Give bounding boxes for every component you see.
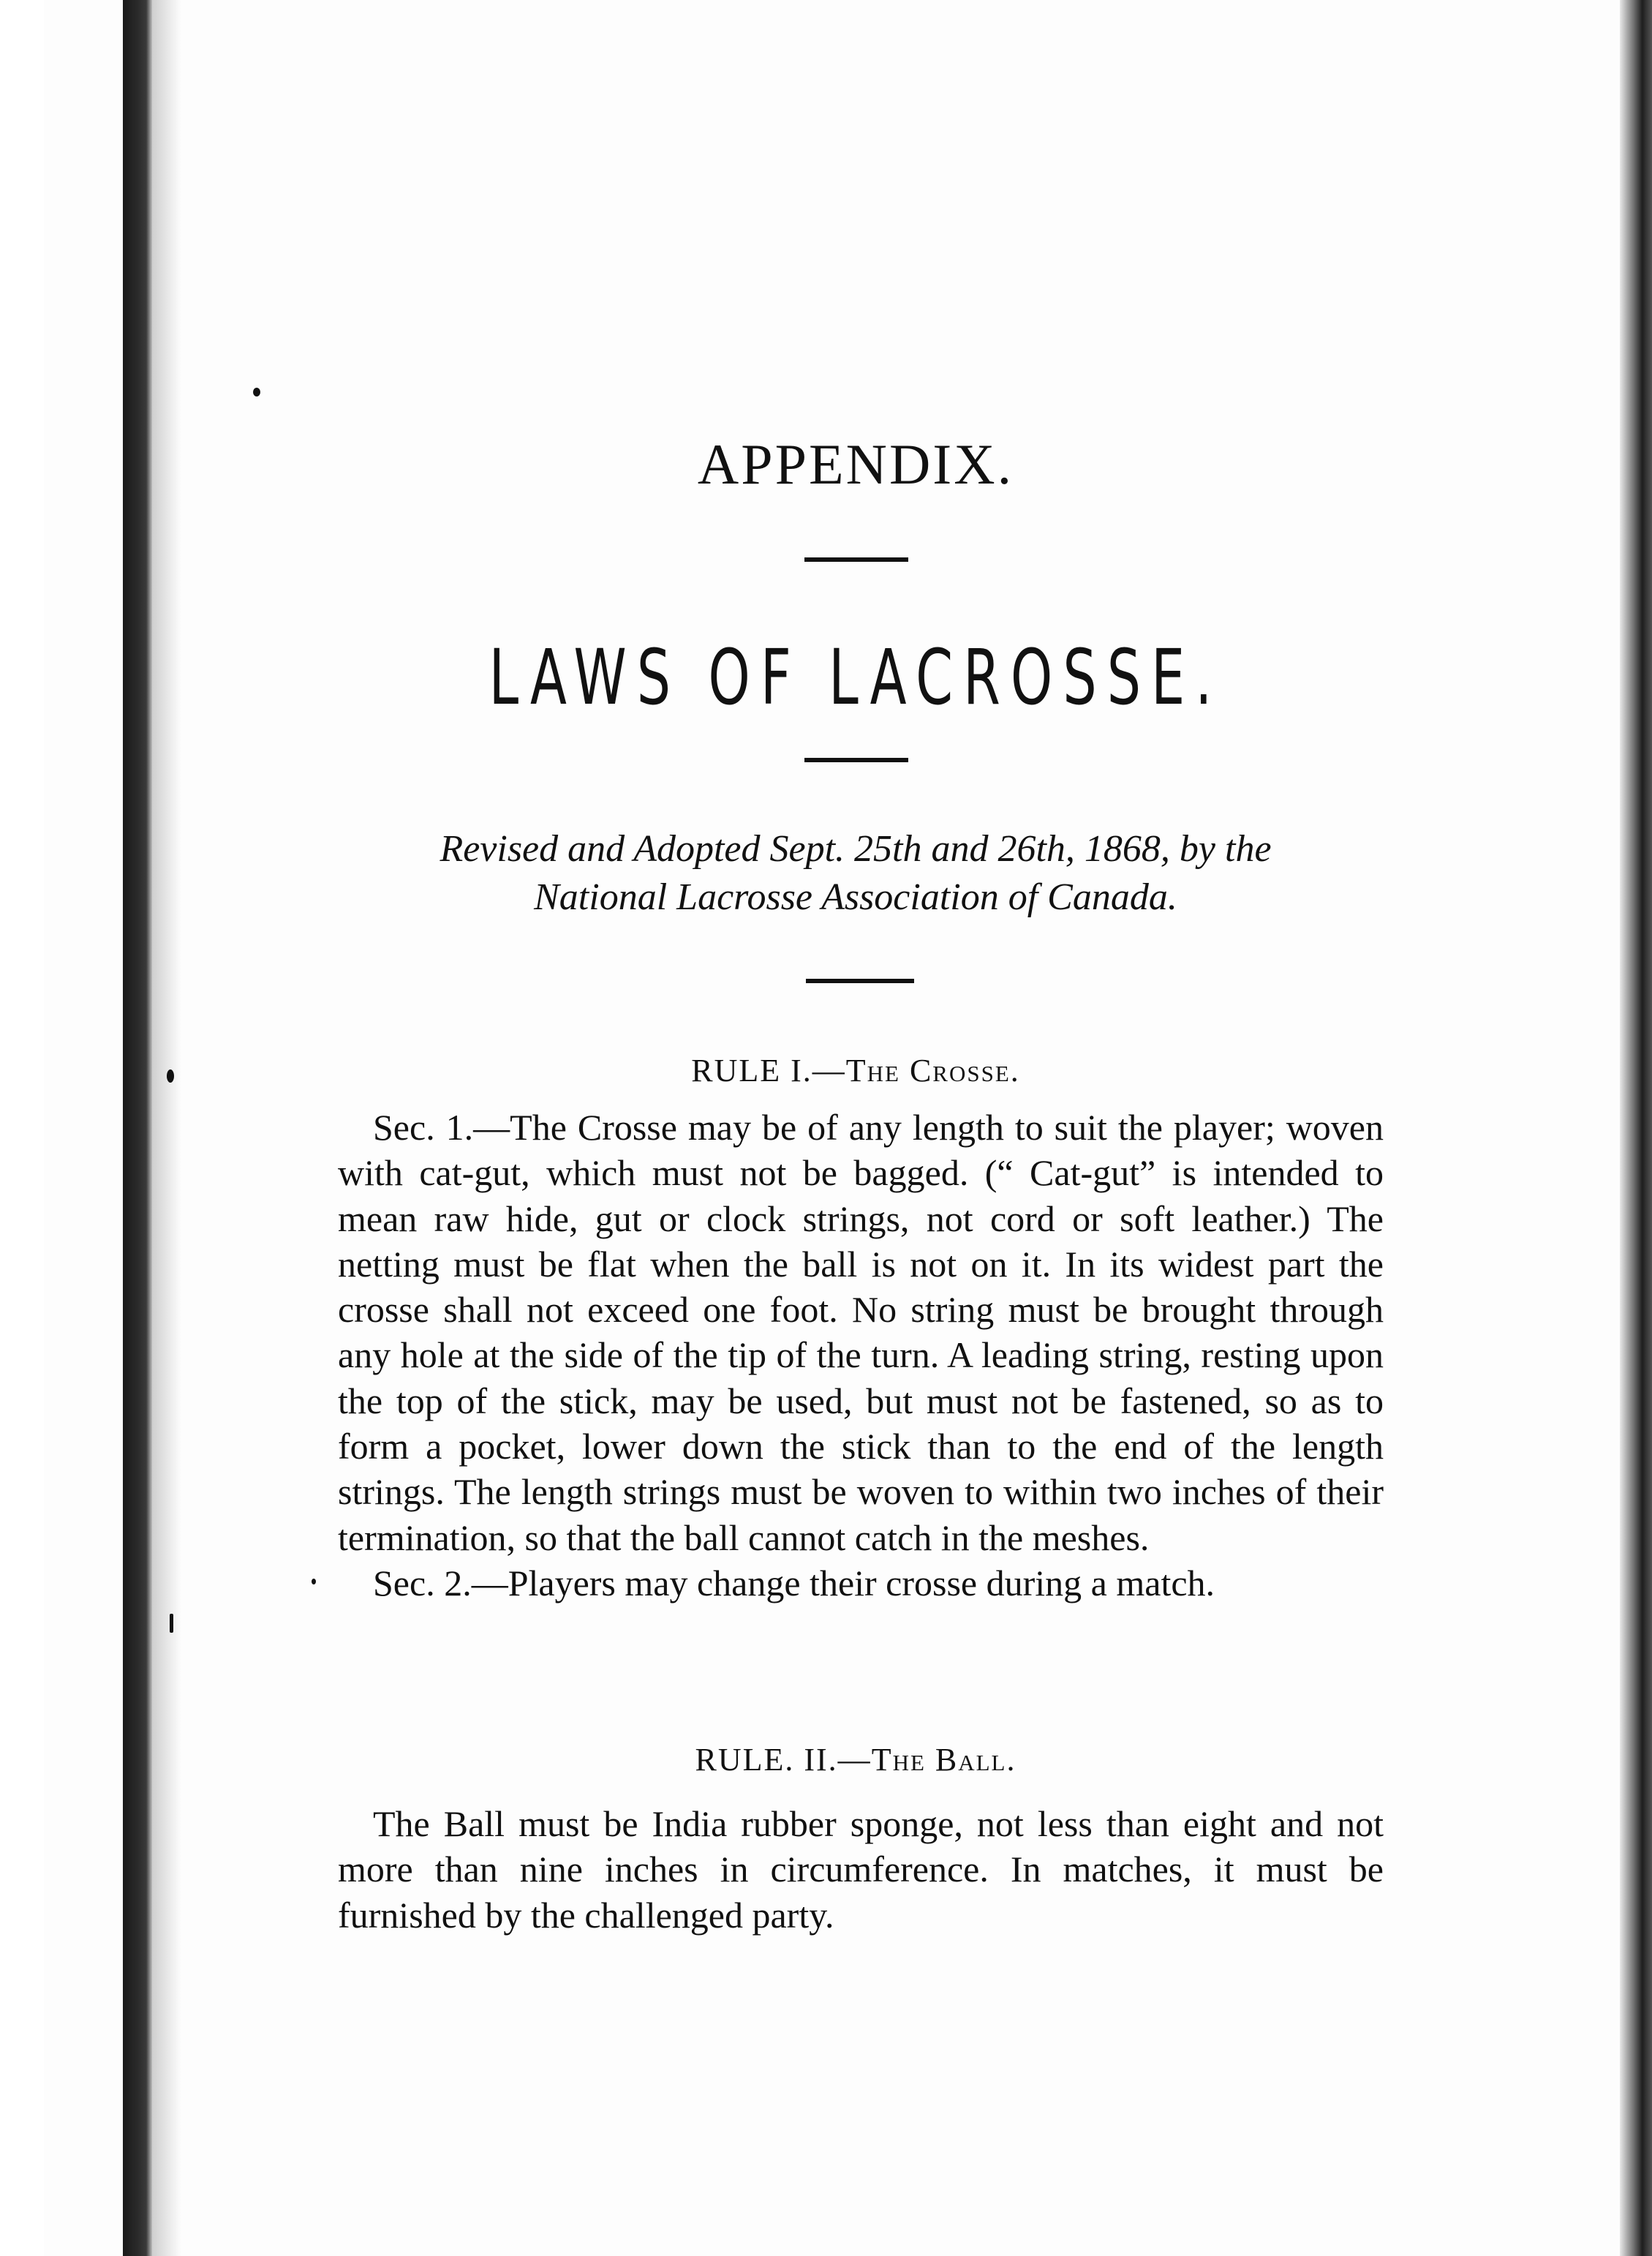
- rule-1-section-1: Sec. 1.—The Crosse may be of any length to suit the player; woven with cat-gut, which must not be bagged. (“ Cat-gut” is intended to mean raw hide, gut or clock strings, not cord or soft leather.) The netting must be flat when the ball is not on it. In its widest part the crosse shall not exceed one foot. No string must be brought through any hole at the side of the tip of the turn. A leading string, resting upon the top of the stick, may be used, but must not be fastened, so as to form a pocket, lower down the stick than to the end of the length strings. The length strings must be woven to within two inches of their termination, so that the ball cannot catch in the meshes.: [338, 1107, 1384, 1558]
- rule-1-heading-number: RULE I.—: [691, 1053, 846, 1088]
- rule-2-body: [338, 1801, 1384, 1938]
- subtitle-line-2: National Lacrosse Association of Canada.: [534, 876, 1177, 918]
- ink-speck: [253, 388, 260, 396]
- rule-2-heading-number: RULE. II.—: [695, 1742, 872, 1778]
- ink-speck: [167, 1069, 174, 1083]
- subtitle: [183, 825, 1528, 922]
- page-title: LAWS OF LACROSSE.: [489, 633, 1223, 722]
- ink-speck: [170, 1614, 173, 1633]
- rule-1-heading-title: The Crosse.: [845, 1053, 1020, 1088]
- divider-rule: [804, 758, 908, 762]
- rule-2-text: The Ball must be India rubber sponge, not less than eight and not more than nine inches in circumference. In matches, it must be furnished by the challenged party.: [338, 1803, 1384, 1936]
- rule-2-heading: [183, 1741, 1528, 1778]
- rule-2-heading-title: The Ball.: [871, 1742, 1017, 1778]
- page-edge-shadow: [1620, 0, 1652, 2256]
- page-margin-left: [0, 0, 44, 2256]
- ink-speck: [312, 1579, 316, 1584]
- rule-1-section-2: Sec. 2.—Players may change their crosse during a match.: [373, 1562, 1215, 1603]
- divider-rule: [806, 979, 914, 983]
- divider-rule: [804, 557, 908, 562]
- appendix-heading: APPENDIX.: [697, 432, 1014, 496]
- rule-1-body: [338, 1105, 1384, 1606]
- rule-1-heading: [183, 1052, 1528, 1089]
- binding-fade: [152, 0, 181, 2256]
- subtitle-line-1: Revised and Adopted Sept. 25th and 26th, 1868, by the: [440, 828, 1272, 870]
- binding-shadow: [123, 0, 152, 2256]
